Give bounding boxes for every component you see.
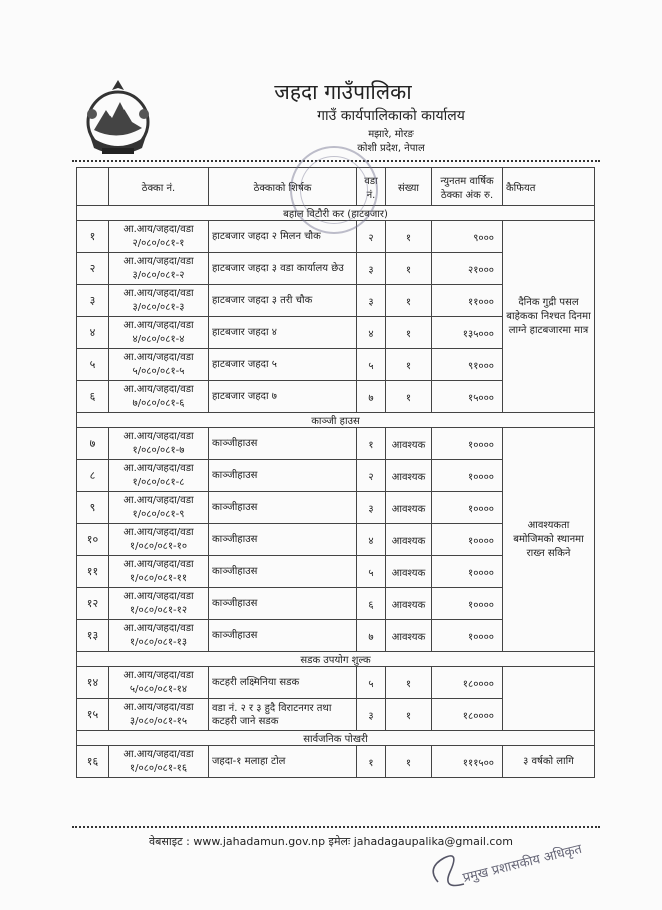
cell-qty: १ — [386, 699, 432, 731]
cell-contract-no — [109, 524, 209, 556]
cell-ward: २ — [357, 460, 386, 492]
cell-sn: १३ — [77, 620, 109, 652]
col-header-qty: संख्या — [386, 168, 432, 206]
cell-sn: १ — [77, 221, 109, 253]
cell-contract-no — [109, 428, 209, 460]
table-row — [77, 746, 595, 778]
cell-qty: १ — [386, 253, 432, 285]
cell-amount: १०००० — [432, 460, 503, 492]
officer-signature-stamp — [420, 838, 610, 898]
office-subtitle: गाउँ कार्यपालिकाको कार्यालय — [317, 108, 465, 124]
cell-title: हाटबजार जहदा २ मिलन चौक — [209, 221, 357, 253]
cell-ward: ४ — [357, 317, 386, 349]
contract-no-line1: आ.आय/जहदा/वडा — [123, 558, 194, 570]
cell-amount: ९१००० — [432, 349, 503, 381]
contract-no-line1: आ.आय/जहदा/वडा — [123, 701, 194, 713]
contract-no-line2: १/०८०/०८१-९ — [132, 508, 185, 520]
cell-sn: १६ — [77, 746, 109, 778]
cell-title: हाटबजार जहदा ५ — [209, 349, 357, 381]
cell-title: वडा नं. २ र ३ हुदै विराटनगर तथा कटहरी जाने सडक — [209, 699, 357, 731]
cell-contract-no — [109, 349, 209, 381]
cell-contract-no — [109, 556, 209, 588]
cell-ward: ३ — [357, 492, 386, 524]
col-header-contract-no: ठेक्का नं. — [109, 168, 209, 206]
contract-no-line1: आ.आय/जहदा/वडा — [123, 622, 194, 634]
cell-sn: ९ — [77, 492, 109, 524]
footer-divider — [72, 826, 600, 828]
contract-no-line1: आ.आय/जहदा/वडा — [123, 383, 194, 395]
cell-amount: १०००० — [432, 588, 503, 620]
cell-contract-no — [109, 253, 209, 285]
cell-title: काञ्जीहाउस — [209, 460, 357, 492]
contract-no-line1: आ.आय/जहदा/वडा — [123, 223, 194, 235]
contract-no-line2: १/०८०/०८१-१३ — [129, 636, 188, 648]
cell-remark: दैनिक गुद्री पसल बाहेकका निश्चत दिनमा लाग्ने हाटबजारमा मात्र — [503, 221, 595, 413]
cell-qty: १ — [386, 381, 432, 413]
office-title: जहदा गाउँपालिका — [274, 80, 412, 104]
cell-qty: आवश्यक — [386, 588, 432, 620]
cell-amount: १०००० — [432, 620, 503, 652]
office-province: कोशी प्रदेश, नेपाल — [357, 143, 425, 154]
col-header-sn — [77, 168, 109, 206]
contract-no-line2: ७/०८०/०८१-६ — [132, 397, 185, 409]
contract-no-line1: आ.आय/जहदा/वडा — [123, 351, 194, 363]
cell-amount: १३५००० — [432, 317, 503, 349]
cell-amount: १११५०० — [432, 746, 503, 778]
cell-title: काञ्जीहाउस — [209, 492, 357, 524]
cell-title: काञ्जीहाउस — [209, 556, 357, 588]
office-seal-stamp — [290, 146, 378, 234]
office-address: मझारे, मोरङ — [368, 129, 414, 140]
cell-amount: १५००० — [432, 381, 503, 413]
cell-qty: १ — [386, 667, 432, 699]
section-row — [77, 413, 595, 428]
contract-no-line1: आ.आय/जहदा/वडा — [123, 590, 194, 602]
cell-contract-no — [109, 492, 209, 524]
cell-sn: १२ — [77, 588, 109, 620]
cell-ward: ७ — [357, 381, 386, 413]
contract-no-line2: १/०८०/०८१-१० — [129, 540, 188, 552]
col-header-remark: कैफियत — [503, 168, 595, 206]
contract-no-line2: ३/०८०/०८१-३ — [132, 301, 185, 313]
contract-no-line1: आ.आय/जहदा/वडा — [123, 669, 194, 681]
contract-no-line1: आ.आय/जहदा/वडा — [123, 494, 194, 506]
cell-contract-no — [109, 221, 209, 253]
col-header-ward: वडा नं. — [357, 168, 386, 206]
cell-amount: १८०००० — [432, 699, 503, 731]
cell-qty: आवश्यक — [386, 492, 432, 524]
contract-no-line2: ५/०८०/०८१-१४ — [129, 683, 188, 695]
cell-title: हाटबजार जहदा ७ — [209, 381, 357, 413]
cell-contract-no — [109, 460, 209, 492]
section-title: सडक उपयोग शुल्क — [77, 652, 595, 667]
cell-sn: ३ — [77, 285, 109, 317]
cell-title: हाटबजार जहदा ३ वडा कार्यालय छेउ — [209, 253, 357, 285]
cell-ward: १ — [357, 428, 386, 460]
cell-qty: १ — [386, 317, 432, 349]
cell-title: कटहरी लक्ष्मिनिया सडक — [209, 667, 357, 699]
cell-amount: १०००० — [432, 428, 503, 460]
cell-qty: आवश्यक — [386, 620, 432, 652]
cell-sn: १४ — [77, 667, 109, 699]
contract-no-line2: १/०८०/०८१-११ — [129, 572, 188, 584]
contract-no-line1: आ.आय/जहदा/वडा — [123, 462, 194, 474]
cell-ward: १ — [357, 746, 386, 778]
contract-no-line1: आ.आय/जहदा/वडा — [123, 430, 194, 442]
cell-amount: १०००० — [432, 524, 503, 556]
contract-no-line2: ४/०८०/०८१-४ — [132, 333, 185, 345]
section-title: बहाल विटौरी कर (हाटबजार) — [77, 206, 595, 221]
cell-title: जहदा-१ मलाहा टोल — [209, 746, 357, 778]
cell-ward: ५ — [357, 349, 386, 381]
cell-title: काञ्जीहाउस — [209, 588, 357, 620]
contract-no-line2: १/०८०/०८१-८ — [132, 476, 185, 488]
contract-no-line2: ३/०८०/०८१-२ — [132, 269, 185, 281]
contract-no-line2: १/०८०/०८१-१६ — [129, 762, 188, 774]
section-row — [77, 652, 595, 667]
table-row — [77, 428, 595, 460]
cell-sn: ६ — [77, 381, 109, 413]
cell-remark — [503, 667, 595, 731]
svg-text:प्रमुख प्रशासकीय अधिकृत: प्रमुख प्रशासकीय अधिकृत — [461, 841, 584, 886]
cell-ward: २ — [357, 221, 386, 253]
cell-title: काञ्जीहाउस — [209, 524, 357, 556]
contract-no-line1: आ.आय/जहदा/वडा — [123, 319, 194, 331]
cell-title: हाटबजार जहदा ४ — [209, 317, 357, 349]
footer-contact: वेबसाइट : www.jahadamun.gov.np इमेलः jahadagaupalika@gmail.com — [149, 835, 513, 848]
cell-title: काञ्जीहाउस — [209, 428, 357, 460]
cell-sn: १० — [77, 524, 109, 556]
cell-amount: ९००० — [432, 221, 503, 253]
section-title: सार्वजनिक पोखरी — [77, 731, 595, 746]
cell-amount: १०००० — [432, 556, 503, 588]
cell-qty: आवश्यक — [386, 556, 432, 588]
cell-remark: ३ वर्षको लागि — [503, 746, 595, 778]
contract-no-line1: आ.आय/जहदा/वडा — [123, 255, 194, 267]
cell-ward: ४ — [357, 524, 386, 556]
cell-contract-no — [109, 746, 209, 778]
cell-qty: आवश्यक — [386, 524, 432, 556]
contract-no-line2: १/०८०/०८१-१२ — [129, 604, 188, 616]
cell-qty: १ — [386, 349, 432, 381]
cell-qty: १ — [386, 285, 432, 317]
contract-no-line1: आ.आय/जहदा/वडा — [123, 526, 194, 538]
contract-no-line2: १/०८०/०८१-७ — [132, 444, 185, 456]
cell-amount: १०००० — [432, 492, 503, 524]
cell-contract-no — [109, 381, 209, 413]
cell-contract-no — [109, 620, 209, 652]
cell-amount: १८०००० — [432, 667, 503, 699]
cell-contract-no — [109, 285, 209, 317]
col-header-amount: न्युनतम वार्षिक ठेक्का अंक रु. — [432, 168, 503, 206]
cell-title: काञ्जीहाउस — [209, 620, 357, 652]
contract-no-line1: आ.आय/जहदा/वडा — [123, 748, 194, 760]
contract-no-line2: २/०८०/०८१-१ — [132, 237, 185, 249]
cell-ward: ३ — [357, 253, 386, 285]
cell-amount: २१००० — [432, 253, 503, 285]
cell-amount: ११००० — [432, 285, 503, 317]
section-title: काञ्जी हाउस — [77, 413, 595, 428]
cell-remark: आवश्यकता बमोजिमको स्थानमा राख्न सकिने — [503, 428, 595, 652]
contract-table — [76, 167, 595, 778]
cell-contract-no — [109, 667, 209, 699]
cell-sn: ५ — [77, 349, 109, 381]
col-header-title: ठेक्काको शिर्षक — [209, 168, 357, 206]
cell-qty: १ — [386, 746, 432, 778]
cell-contract-no — [109, 317, 209, 349]
contract-no-line1: आ.आय/जहदा/वडा — [123, 287, 194, 299]
cell-qty: आवश्यक — [386, 428, 432, 460]
cell-ward: ७ — [357, 620, 386, 652]
cell-ward: ३ — [357, 699, 386, 731]
cell-ward: ५ — [357, 667, 386, 699]
cell-contract-no — [109, 699, 209, 731]
cell-qty: आवश्यक — [386, 460, 432, 492]
cell-sn: ७ — [77, 428, 109, 460]
section-row — [77, 731, 595, 746]
cell-sn: ८ — [77, 460, 109, 492]
contract-no-line2: ५/०८०/०८१-५ — [132, 365, 185, 377]
cell-sn: २ — [77, 253, 109, 285]
cell-sn: १५ — [77, 699, 109, 731]
cell-sn: ४ — [77, 317, 109, 349]
table-row — [77, 667, 595, 699]
cell-ward: ६ — [357, 588, 386, 620]
cell-sn: ११ — [77, 556, 109, 588]
cell-ward: ३ — [357, 285, 386, 317]
cell-qty: १ — [386, 221, 432, 253]
cell-contract-no — [109, 588, 209, 620]
cell-ward: ५ — [357, 556, 386, 588]
contract-no-line2: ३/०८०/०८१-१५ — [129, 715, 188, 727]
cell-title: हाटबजार जहदा ३ तरी चौक — [209, 285, 357, 317]
